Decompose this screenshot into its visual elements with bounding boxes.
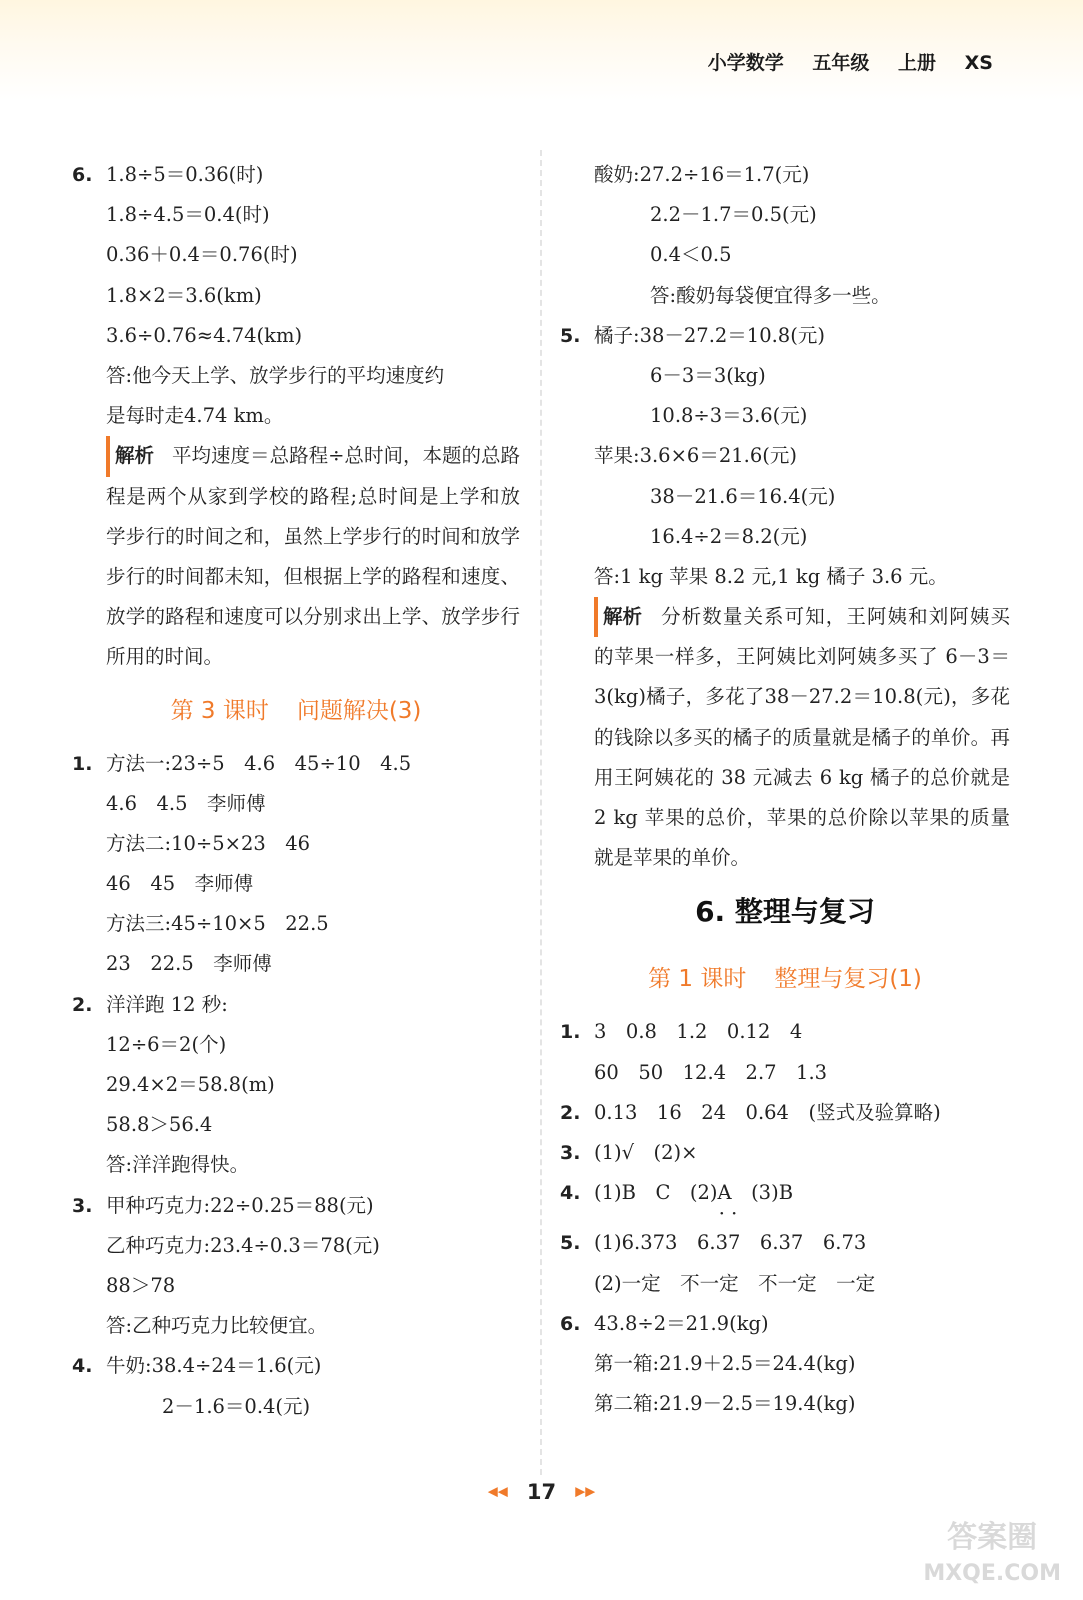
answer-line: (2)一定 不一定 不一定 一定 — [594, 1271, 876, 1295]
header-subject: 小学数学 — [707, 52, 784, 74]
answer-line: 1. 方法一:23÷5 4.6 45÷10 4.5 — [72, 744, 520, 784]
answer-line: 方法二:10÷5×23 46 — [106, 831, 311, 855]
answer-line: 是每时走4.74 km。 — [106, 404, 284, 428]
answer-line: 4. (1)B C (2)A (3)B — [560, 1173, 1010, 1213]
column-divider — [540, 150, 542, 1475]
answer-line: 58.8＞56.4 — [106, 1113, 213, 1137]
next-page-arrow-icon: ▶▶ — [575, 1484, 596, 1500]
answer-line: 苹果:3.6×6＝21.6(元) — [594, 444, 797, 468]
answer-line: 答:酸奶每袋便宜得多一些。 — [650, 283, 891, 307]
repeating-decimal-digit: · 3 — [716, 1223, 728, 1263]
question-number: 5. — [560, 324, 581, 347]
chapter-title: 6. 整理与复习 — [695, 895, 875, 929]
lesson-heading: 第 3 课时 问题解决(3) — [170, 697, 422, 724]
running-header — [686, 48, 993, 75]
question-number: 4. — [560, 1182, 581, 1205]
answer-line: 60 50 12.4 2.7 1.3 — [594, 1060, 828, 1084]
answer-line: 答:1 kg 苹果 8.2 元,1 kg 橘子 3.6 元。 — [594, 564, 948, 588]
answer-line: 16.4÷2＝8.2(元) — [650, 524, 808, 548]
prev-page-arrow-icon: ◀◀ — [487, 1484, 508, 1500]
header-volume: 上册 — [898, 52, 937, 74]
question-number: 5. — [560, 1232, 581, 1255]
answer-line: 6. 1.8÷5＝0.36(时) — [72, 155, 520, 195]
answer-line: 46 45 李师傅 — [106, 872, 254, 896]
question-number: 3. — [560, 1142, 581, 1165]
right-column — [560, 155, 1010, 1424]
analysis-text: 分析数量关系可知，王阿姨和刘阿姨买的苹果一样多，王阿姨比刘阿姨多买了 6－3＝3(kg)橘子，多花了38－27.2＝10.8(元)，多花的钱除以多买的橘子的质量就是橘子的单价。再用王阿姨花的 38 元减去 6 kg 橘子的总价就是 2 kg 苹果的总价，苹果的总价除以苹果的质量就是苹果的单价。 — [594, 605, 1010, 870]
answer-line: 88＞78 — [106, 1273, 176, 1297]
answer-line: 第一箱:21.9＋2.5＝24.4(kg) — [594, 1351, 856, 1375]
answer-line: 29.4×2＝58.8(m) — [106, 1073, 275, 1097]
answer-line: 3. (1)√ (2)× — [560, 1133, 1010, 1173]
answer-line: 答:洋洋跑得快。 — [106, 1153, 250, 1177]
answer-line: 2. 0.13 16 24 0.64 (竖式及验算略) — [560, 1093, 1010, 1133]
answer-line: 38－21.6＝16.4(元) — [650, 484, 836, 508]
answer-line: 酸奶:27.2÷16＝1.7(元) — [594, 163, 810, 186]
analysis-tag: 解析 — [106, 436, 154, 476]
answer-line: 23 22.5 李师傅 — [106, 952, 272, 976]
question-number: 6. — [560, 1312, 581, 1335]
answer-line: 3. 甲种巧克力:22÷0.25＝88(元) — [72, 1186, 520, 1226]
answer-line: 5. 橘子:38－27.2＝10.8(元) — [560, 316, 1010, 356]
answer-line: 1.8÷4.5＝0.4(时) — [106, 203, 270, 227]
answer-line: 第二箱:21.9－2.5＝19.4(kg) — [594, 1392, 856, 1416]
question-number: 1. — [72, 752, 93, 775]
answer-line: 5. (1)6.373 6.· 3· 7 6.37 6.73 — [560, 1223, 1010, 1263]
question-number: 4. — [72, 1355, 93, 1378]
answer-line: 2.2－1.7＝0.5(元) — [650, 203, 817, 227]
answer-line: 3.6÷0.76≈4.74(km) — [106, 323, 303, 347]
question-number: 2. — [560, 1101, 581, 1124]
analysis-text: 平均速度＝总路程÷总时间，本题的总路程是两个从家到学校的路程;总时间是上学和放学步行的时间之和，虽然上学步行的时间和放学步行的时间都未知，但根据上学的路程和速度、放学的路程和速度可以分别求出上学、放学步行所用的时间。 — [106, 444, 520, 669]
question-number: 2. — [72, 993, 93, 1016]
answer-line: 4.6 4.5 李师傅 — [106, 791, 266, 815]
answer-line: 2. 洋洋跑 12 秒: — [72, 985, 520, 1025]
header-edition: XS — [964, 52, 993, 74]
answer-line: 0.36＋0.4＝0.76(时) — [106, 243, 298, 267]
answer-line: 10.8÷3＝3.6(元) — [650, 404, 808, 428]
answer-line: 1.8×2＝3.6(km) — [106, 283, 262, 307]
left-column — [72, 155, 520, 1427]
answer-line: 2－1.6＝0.4(元) — [162, 1394, 311, 1418]
lesson-heading: 第 1 课时 整理与复习(1) — [648, 966, 922, 993]
watermark-logo: 答案圈 MXQE.COM — [923, 1520, 1061, 1586]
answer-line: 6－3＝3(kg) — [650, 363, 766, 387]
analysis-block — [72, 436, 520, 677]
question-number: 1. — [560, 1021, 581, 1044]
answer-line: 12÷6＝2(个) — [106, 1032, 227, 1056]
question-number: 6. — [72, 164, 93, 186]
answer-line: 答:他今天上学、放学步行的平均速度约 — [106, 363, 445, 387]
answer-line: 0.4＜0.5 — [650, 243, 732, 267]
answer-line: 4. 牛奶:38.4÷24＝1.6(元) — [72, 1346, 520, 1386]
page-footer — [0, 1480, 1083, 1504]
header-grade: 五年级 — [812, 52, 870, 74]
answer-line: 6. 43.8÷2＝21.9(kg) — [560, 1304, 1010, 1344]
analysis-block — [560, 597, 1010, 878]
answer-line: 答:乙种巧克力比较便宜。 — [106, 1314, 328, 1338]
question-number: 3. — [72, 1194, 93, 1217]
analysis-tag: 解析 — [594, 597, 642, 637]
repeating-decimal-digit: · 7 — [728, 1223, 740, 1263]
answer-line: 1. 3 0.8 1.2 0.12 4 — [560, 1012, 1010, 1052]
answer-line: 乙种巧克力:23.4÷0.3＝78(元) — [106, 1233, 380, 1257]
page-number: 17 — [526, 1480, 557, 1504]
answer-line: 方法三:45÷10×5 22.5 — [106, 912, 329, 936]
